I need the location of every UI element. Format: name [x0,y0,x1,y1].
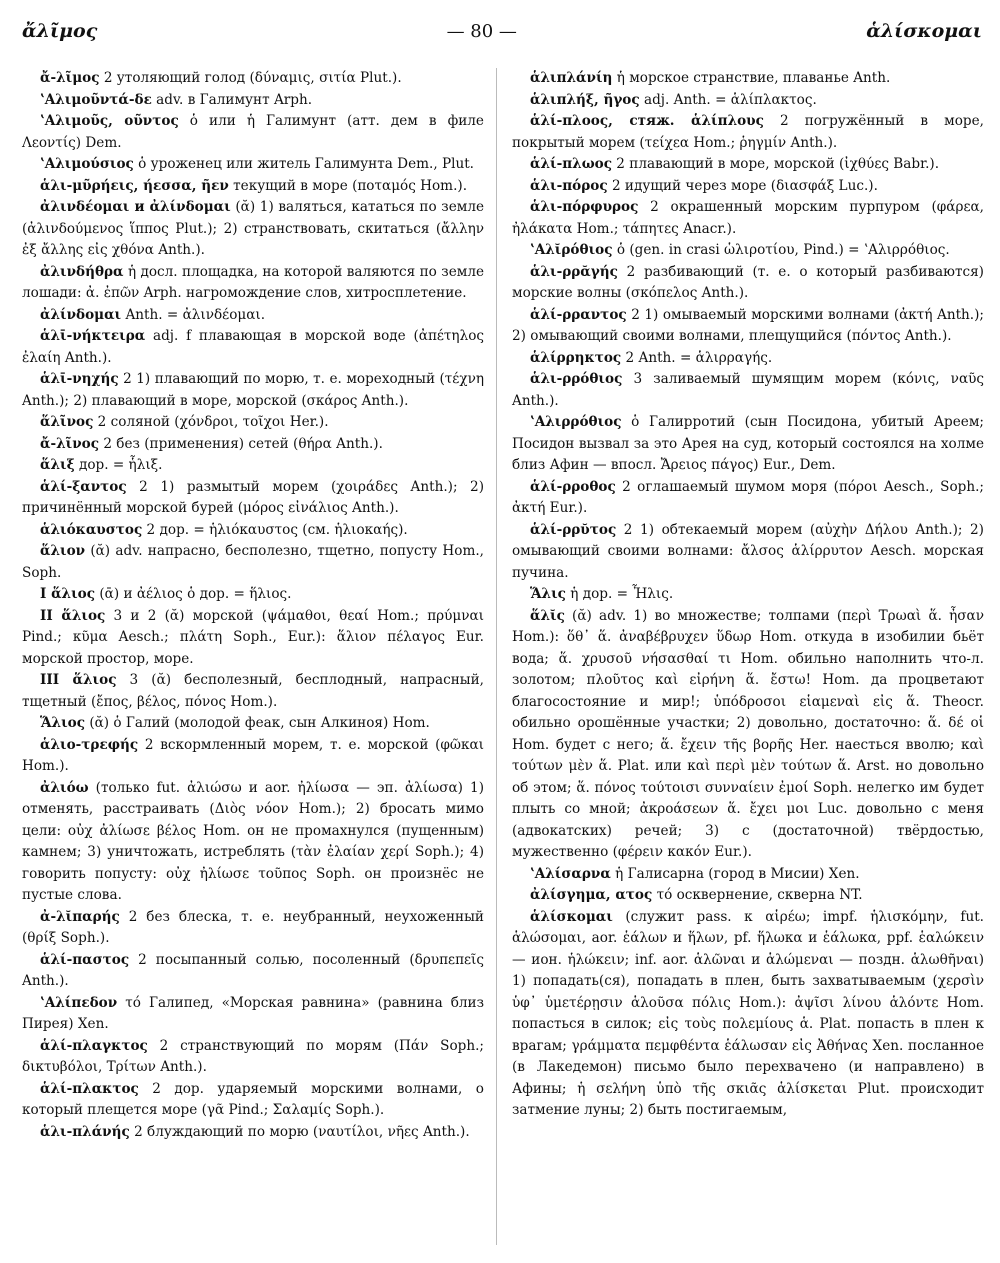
entry-definition: adj. Anth. = ἁλίπλακτος. [639,91,817,108]
entry-headword: ἁλί-ρροθος [530,478,616,495]
entry-headword: ἁλί-ξαντος [40,478,127,495]
dictionary-entry [512,305,984,348]
dictionary-entry [512,90,984,112]
dictionary-entry [22,412,484,434]
dictionary-entry [22,305,484,327]
entry-definition: 2 дор. = ἡλιόκαυστος (см. ἡλιοκαής). [142,521,408,538]
dictionary-entry [22,606,484,671]
dictionary-entry [22,262,484,305]
entry-definition: (ᾰ) adv. 1) во множестве; толпами (περὶ Τρωαὶ ἅ. ἦσαν Hom.): ὅθ᾽ ἅ. ἀναβέβρυχεν ὕδωρ Hom. откуда в изобилии бьёт вода; ἅ. χρυσοῦ νήσασθαί τι Hom. обильно наполнить что-л. золотом; πλοῦτος καὶ εἰρήνη ἅ. ἔστω! Hom. да процветают благосостояние и мир!; ὑπόδροσοι εἱαμεναὶ εἰς ἅ. Theocr. обильно орошённые участки; 2) довольно, достаточно: ἅ. δέ οἱ Hom. будет с него; ἅ. ἔχειν τῆς βορῆς Her. наесться вволю; καὶ τούτων μὲν ἅ. Plat. или καὶ περὶ μὲν τούτων ἅ. Arst. но довольно об этом; ἅ. πόνος τούτοισι συνναίειν ἐμοί Soph. нелегко им будет плыть со мной; ἀκροάσεων ἅ. ἔχει μοι Luc. довольно с меня (адвокатских) речей; 3) с (достаточной) твёрдостью, мужественно (φέρειν κακόν Eur.). [512,607,984,860]
dictionary-entry [512,262,984,305]
entry-definition: 2 без блеска, т. е. неубранный, неухоженный (θρίξ Soph.). [22,908,484,946]
entry-headword: ʽΑλίπεδον [40,994,118,1011]
entry-definition: 3 (ᾰ) бесполезный, бесплодный, напрасный, тщетный (ἔπος, βέλος, πόνος Hom.). [22,672,484,710]
dictionary-entry [22,1079,484,1122]
dictionary-entry [512,176,984,198]
dictionary-entry [22,477,484,520]
dictionary-entry [512,864,984,886]
entry-definition: ὁ уроженец или житель Галимунта Dem., Plut. [133,156,474,172]
entry-headword: Ἅλιος [40,715,85,731]
entry-headword: ʽΑλιρρόθιος [530,414,622,430]
entry-definition: 2 погружённый в море, покрытый морем (τείχεα Hom.; ῥηγμίν Anth.). [512,113,984,151]
entry-headword: ʽΑλῐρόθιος [530,242,613,258]
dictionary-entry [512,111,984,154]
dictionary-entry [22,434,484,456]
entry-headword: ἀλινδήθρα [40,263,124,280]
entry-headword: ἁλι-μῦρήεις, ήεσσα, ῆεν [40,177,229,194]
entry-definition: ἡ досл. площадка, на которой валяются по земле лошади: ἀ. ἐπῶν Arph. нагромождение слов, хитросплетение. [22,263,484,301]
dictionary-entry [512,197,984,240]
dictionary-entry [512,885,984,907]
dictionary-entry [22,1122,484,1144]
entry-headword: ἁλί-παστος [40,951,130,968]
dictionary-entry [512,606,984,864]
entry-definition: 2 идущий через море (διασφάξ Luc.). [607,177,878,194]
right-running-headword: ἁλίσκομαι [866,20,982,42]
entry-headword: ἅλιξ [40,457,75,473]
dictionary-entry [22,369,484,412]
entry-definition: дор. = ἧλιξ. [74,457,163,473]
entry-definition: 2 оглашаемый шумом моря (πόροι Aesch., Soph.; ἀκτή Eur.). [512,478,984,516]
entry-headword: ἁλίρρηκτος [530,349,622,366]
entry-definition: 2 посыпанный солью, посоленный (δρυπεπεῖς Anth.). [22,951,484,989]
entry-headword: ἁλιπλήξ, ῆγος [530,91,640,108]
page-number: — 80 — [446,20,517,42]
entry-headword: ἁλί-πλακτος [40,1080,139,1097]
entry-definition: 2 соляной (χόνδροι, τοῖχοι Her.). [93,414,329,430]
dictionary-entry [22,541,484,584]
column-divider [496,68,497,1245]
entry-definition: ὁ или ἡ Галимунт (атт. дем в филе Λεοντίς) Dem. [22,113,484,151]
entry-headword: ἁλι-πλάνής [40,1123,130,1140]
dictionary-entry [22,520,484,542]
entry-headword: ἁλι-πόρος [530,177,608,194]
entry-headword: ἁλι-πόρφυρος [530,199,639,215]
entry-headword: ἁλί-πλωος [530,156,612,172]
entry-headword: ἀ-λῐπαρής [40,908,120,925]
entry-headword: ἁλιπλάνίη [530,70,613,86]
entry-definition: ὁ Галирротий (сын Посидона, убитый Ареем; Посидон вызвал за это Арея на суд, который состоялся на холме близ Афин — впосл. Ἄρειος πάγος) Eur., Dem. [512,414,984,473]
entry-definition: (ᾱ) и ἀέλιος ὁ дор. = ἥλιος. [95,586,292,602]
entry-definition: ὁ (gen. in crasi ὡλιροτίου, Pind.) = ʽΑλιρρόθιος. [612,242,950,258]
entry-definition: 3 заливаемый шумящим морем (κόνις, ναῦς Anth.). [512,371,984,409]
entry-definition: ἡ морское странствие, плаванье Anth. [612,70,891,86]
entry-definition: 2 вскормленный морем, т. е. морской (φῶκαι Hom.). [22,736,484,774]
entry-definition: 2 утоляющий голод (δύναμις, σιτία Plut.). [99,70,402,86]
entry-headword: ἁλί-πλαγκτος [40,1037,148,1054]
entry-headword: ἀλινδέομαι и ἀλίνδομαι [40,199,231,215]
entry-definition: Anth. = ἀλινδέομαι. [121,306,266,323]
entry-definition: (ᾰ) 1) валяться, кататься по земле (ἀλινδούμενος ἵππος Plut.); 2) странствовать, скитаться (ἄλλην ἐξ ἄλλης εἰς χθόνα Anth.). [22,199,485,258]
entry-definition: (служит pass. к αἱρέω; impf. ἡλισκόμην, fut. ἁλώσομαι, aor. ἑάλων и ἥλων, pf. ἥλωκα и ἑάλωκα, ppf. ἑαλώκειν — ион. ἡλώκειν; inf. aor. ἁλῶναι и ἁλώμεναι — поздн. ἁλωθῆναι) 1) попадать(ся), попадать в плен, быть захватываемым (χερσὶν ὑφ᾽ ὑμετέρῃσιν ἁλοῦσα πόλις Hom.): ἀψῖσι λίνου ἁλόντε Hom. попасться в силок; εἰς τοὺς πολεμίους ἁ. Plat. попасть в плен к врагам; γράμματα πεμφθέντα ἑάλωσαν εἰς Ἀθήνας Xen. посланное (в Лакедемон) письмо было перехвачено (и направлено) в Афины; ἡ σελήνη ὑπὸ τῆς σκιᾶς ἁλίσκεται Plut. происходит затмение луны; 2) быть постигаемым, [512,908,984,1118]
dictionary-entry [22,111,484,154]
dictionary-entry [512,584,984,606]
dictionary-entry [22,670,484,713]
right-column [512,68,984,1122]
dictionary-entry [512,412,984,477]
entry-headword: ἁλί-πλοος, стяж. ἁλίπλους [530,113,764,129]
dictionary-entry [22,950,484,993]
dictionary-entry [22,778,484,907]
entry-definition: (ᾰ) ὁ Галий (молодой феак, сын Алкиноя) Hom. [85,715,430,731]
entry-headword: ἁλι-ρρᾰγής [530,263,618,280]
entry-definition: 3 и 2 (ᾰ) морской (ψάμαθοι, θεαί Hom.; πρύμναι Pind.; κῦμα Aesch.; πλάτη Soph., Eur.): ἅλιον πέλαγος Eur. морской простор, море. [22,607,484,667]
entry-headword: ἁλί-ρραντος [530,306,627,323]
entry-definition: 2 плавающий в море, морской (ἰχθύες Babr.). [611,156,940,172]
dictionary-entry [512,68,984,90]
entry-definition: (ᾰ) adv. напрасно, бесполезно, тщетно, попусту Hom., Soph. [22,543,484,581]
entry-headword: ἄ-λῖνος [40,435,99,452]
dictionary-entry [22,735,484,778]
dictionary-entry [22,326,484,369]
entry-definition: 2 Anth. = ἁλιρραγής. [621,349,773,366]
entry-headword: ἁλῑ-νηχής [40,371,119,387]
left-running-headword: ἄλῖμος [22,20,98,42]
entry-headword: ἅλιον [40,543,86,559]
entry-headword: ἁλίσκομαι [530,908,613,925]
entry-headword: ἀλίσγημα, ατος [530,887,653,903]
dictionary-entry [22,1036,484,1079]
entry-definition: 2 1) обтекаемый морем (αὐχὴν Δήλου Anth.); 2) омывающий своими волнами: ἄλσος ἁλίρρυτον Aesch. морская пучина. [512,521,984,581]
entry-headword: ʽΑλιμοῦντά-δε [40,91,152,108]
entry-definition: (только fut. ἀλιώσω и aor. ἠλίωσα — эп. ἀλίωσα) 1) отменять, расстраивать (Διὸς νόον Hom.); 2) бросать мимо цели: οὐχ ἀλίωσε βέλος Hom. он не промахнулся (пущенным) камнем; 3) уничтожать, истреблять (τὰν ἐλαίαν χερί Soph.); 4) говорить попусту: οὐχ ἠλίωσε τοῦπος Soph. он произнёс не пустые слова. [22,779,484,903]
entry-definition: adv. в Галимунт Arph. [151,91,313,108]
entry-definition: 2 окрашенный морским пурпуром (φάρεα, ἠλάκατα Hom.; τάπητες Anacr.). [512,199,984,237]
dictionary-entry [22,993,484,1036]
entry-headword: II ἅλιος [40,607,106,624]
dictionary-entry [512,369,984,412]
entry-headword: ἁλιόκαυστος [40,521,143,538]
entry-headword: ἁλῑ-νήκτειρα [40,328,146,344]
entry-headword: ἀλιόω [40,779,89,796]
entry-definition: τό осквернение, скверна NT. [652,887,863,903]
entry-headword: ἁλί-ρρῠτος [530,521,617,538]
entry-headword: ἅλῐς [530,607,565,624]
entry-definition: ἡ дор. = Ἦλις. [565,586,674,602]
entry-definition: 2 блуждающий по морю (ναυτίλοι, νῆες Anth.). [129,1123,470,1140]
dictionary-entry [22,90,484,112]
entry-definition: ἡ Галисарна (город в Мисии) Xen. [610,865,860,882]
entry-definition: 2 1) размытый морем (χοιράδες Anth.); 2) причинённый морской бурей (μόρος εἰνάλιος Anth.). [22,478,484,516]
page-header [22,14,982,48]
entry-definition: 2 без (применения) сетей (θήρα Anth.). [99,435,383,452]
entry-definition: 2 странствующий по морям (Πάν Soph.; δικτυβόλοι, Τρίτων Anth.). [22,1037,484,1075]
dictionary-entry [22,154,484,176]
dictionary-entry [22,176,484,198]
dictionary-entry [22,455,484,477]
entry-headword: ἁλιο-τρεφής [40,736,139,753]
entry-headword: Ἅλις [530,586,566,602]
entry-definition: τό Галипед, «Морская равнина» (равнина близ Пирея) Xen. [22,994,484,1032]
entry-headword: ʽΑλίσαρνα [530,865,611,882]
dictionary-entry [22,68,484,90]
entry-definition: 2 1) омываемый морскими волнами (ἀκτή Anth.); 2) омывающий своими волнами, плещущийся (πόντος Anth.). [512,306,984,344]
entry-definition: 2 1) плавающий по морю, т. е. мореходный (τέχνη Anth.); 2) плавающий в море, морской (σκάρος Anth.). [22,371,484,409]
dictionary-entry [512,477,984,520]
entry-headword: ἁλι-ρρόθιος [530,371,623,387]
entry-headword: ʽΑλιμοῦς, οῦντος [40,113,179,129]
dictionary-entry [22,197,484,262]
entry-definition: текущий в море (ποταμός Hom.). [228,177,468,194]
entry-headword: III ἅλιος [40,672,117,688]
left-column [22,68,484,1143]
entry-headword: ἄ-λῖμος [40,70,100,86]
entry-definition: 2 дор. ударяемый морскими волнами, о который плещется море (γᾶ Pind.; Σαλαμίς Soph.). [22,1080,484,1118]
dictionary-entry [512,520,984,585]
dictionary-entry [512,348,984,370]
dictionary-entry [22,713,484,735]
dictionary-entry [22,907,484,950]
dictionary-entry [512,240,984,262]
entry-headword: ἅλῖνος [40,414,94,430]
entry-definition: adj. f плавающая в морской воде (ἀπέτηλος ἐλαίη Anth.). [22,328,484,366]
dictionary-entry [512,907,984,1122]
entry-headword: ʽΑλιμούσιος [40,156,134,172]
dictionary-entry [512,154,984,176]
entry-headword: I ἅλιος [40,586,96,602]
entry-headword: ἀλίνδομαι [40,306,122,323]
entry-definition: 2 разбивающий (т. е. о который разбиваются) морские волны (σκόπελος Anth.). [512,263,984,301]
dictionary-entry [22,584,484,606]
